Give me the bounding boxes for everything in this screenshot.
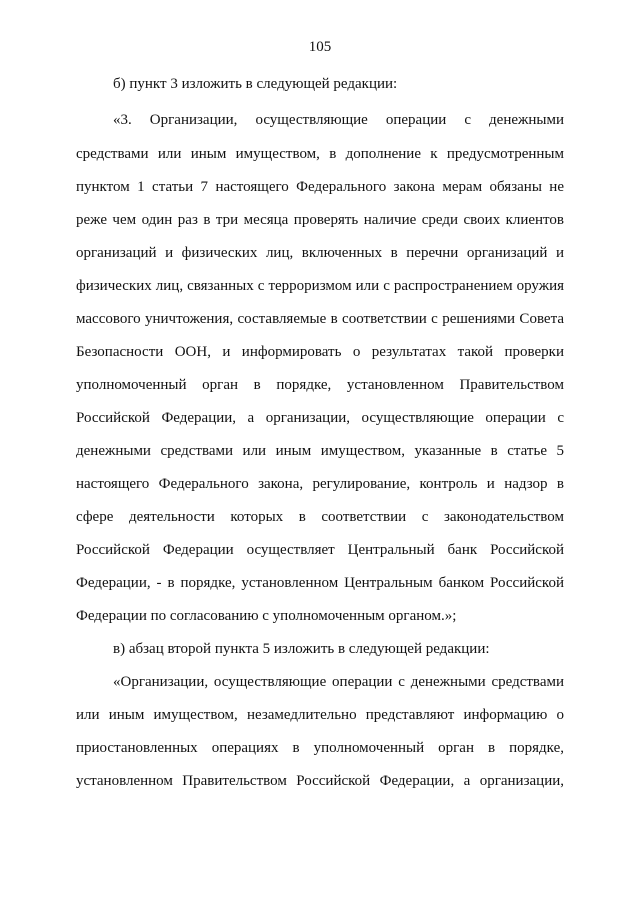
paragraph-line: приостановленных операциях в уполномоченный орган в порядке, [76,740,564,756]
paragraph-line: или иным имуществом, незамедлительно представляют информацию о [76,707,564,723]
paragraph-line: установленном Правительством Российской Федерации, а организации, [76,773,564,789]
paragraph-line: массового уничтожения, составляемые в соответствии с решениями Совета [76,311,564,327]
paragraph-line: «3. Организации, осуществляющие операции с денежными [113,112,564,128]
paragraph-line: физических лиц, связанных с терроризмом или с распространением оружия [76,278,564,294]
paragraph-line: средствами или иным имуществом, в дополнение к предусмотренным [76,146,564,162]
paragraph-line: Безопасности ООН, и информировать о результатах такой проверки [76,344,564,360]
paragraph-line: уполномоченный орган в порядке, установленном Правительством [76,377,564,393]
paragraph-line: в) абзац второй пункта 5 изложить в следующей редакции: [113,641,490,657]
paragraph-line: Российской Федерации, а организации, осуществляющие операции с [76,410,564,426]
paragraph-line: Федерации по согласованию с уполномоченным органом.»; [76,608,457,624]
paragraph-line: денежными средствами или иным имуществом, указанные в статье 5 [76,443,564,459]
paragraph-line: пунктом 1 статьи 7 настоящего Федерального закона мерам обязаны не [76,179,564,195]
paragraph-line: реже чем один раз в три месяца проверять наличие среди своих клиентов [76,212,564,228]
paragraph-line: организаций и физических лиц, включенных в перечни организаций и [76,245,564,261]
paragraph-line: б) пункт 3 изложить в следующей редакции: [113,76,398,92]
paragraph-line: «Организации, осуществляющие операции с денежными средствами [113,674,564,690]
page-number: 105 [308,39,332,55]
paragraph-line: настоящего Федерального закона, регулирование, контроль и надзор в [76,476,564,492]
paragraph-line: Российской Федерации осуществляет Центральный банк Российской [76,542,564,558]
paragraph-line: Федерации, - в порядке, установленном Центральным банком Российской [76,575,564,591]
paragraph-line: сфере деятельности которых в соответствии с законодательством [76,509,564,525]
